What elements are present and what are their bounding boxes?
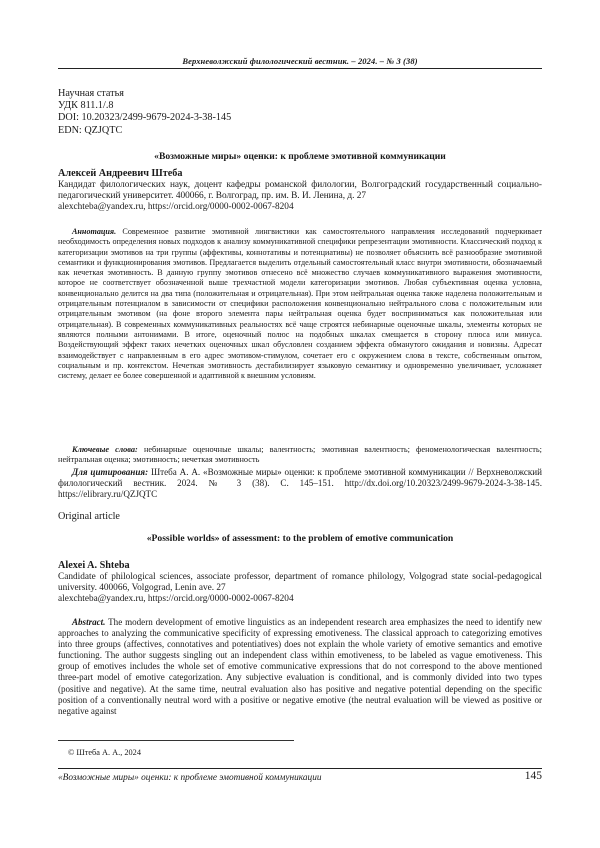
citation-text-ru[interactable]: Штеба А. А. «Возможные миры» оценки: к проблеме эмотивной коммуникации // Верхневолжский филологический вестник. 2024. № 3 (38). С. 145–151. http://dx.doi.org/10.20323/2499-9679-2024-3-38-145. https://elibrary.ru/QZJQTC [58, 467, 543, 500]
citation-ru [58, 467, 542, 501]
page-number: 145 [524, 770, 542, 782]
abstract-ru [58, 227, 542, 381]
udc-code: УДК 811.1/.8 [58, 100, 114, 112]
article-type-en: Original article [58, 511, 120, 522]
keywords-label-ru: Ключевые слова: [72, 445, 138, 454]
author-block-ru [58, 168, 542, 213]
keywords-text-ru: небинарные оценочные шкалы; валентность; эмотивная валентность; феноменологическая валентность; нейтральная оценка; эмотивность; нечеткая эмотивность [58, 445, 542, 465]
article-meta [58, 88, 231, 137]
abstract-en [58, 617, 542, 717]
author-name-ru: Алексей Андреевич Штеба [58, 168, 183, 179]
article-title-en: «Possible worlds» of assessment: to the problem of emotive communication [146, 533, 454, 544]
edn-line: EDN: QZJQTC [58, 124, 123, 136]
abstract-label-en: Abstract. [72, 617, 106, 627]
author-name-en: Alexei A. Shteba [58, 560, 130, 571]
abstract-label-ru: Аннотация. [72, 227, 117, 236]
running-head: Верхневолжский филологический вестник. – 2024. – № 3 (38) [58, 56, 542, 69]
author-affiliation-ru: Кандидат филологических наук, доцент кафедры романской филологии, Волгоградский государственный социально-педагогический университет. 400066, г. Волгоград, пр. им. В. И. Ленина, д. 27 [58, 180, 542, 201]
footnote-divider [58, 740, 294, 741]
author-affiliation-en: Candidate of philological sciences, associate professor, department of romance philology, Volgograd state social-pedagogical university. 400066, Volgograd, Lenin ave. 27 [58, 572, 542, 593]
citation-label-ru: Для цитирования: [72, 467, 149, 477]
footer-title: «Возможные миры» оценки: к проблеме эмотивной коммуникации [58, 773, 322, 783]
copyright-footnote: © Штеба А. А., 2024 [68, 748, 141, 757]
footer-divider [58, 768, 542, 769]
keywords-ru [58, 445, 542, 466]
author-block-en [58, 560, 542, 605]
article-type: Научная статья [58, 88, 124, 99]
author-contacts-ru[interactable]: alexchteba@yandex.ru, https://orcid.org/0000-0002-0067-8204 [58, 202, 294, 212]
abstract-text-en: The modern development of emotive linguistics as an independent research area emphasizes the need to identify new approaches to analyzing the communicative specificity of expressing emotiveness. The classical approach to categorizing emotives into three groups (affectives, connotatives and potentiatives) does not explain the whole variety of emotive semantics and emotive functioning. The author suggests singling out an independent class within emotiveness, to be labeled as vague emotiveness. This group of emotives includes the whole set of emotive communicative expressions that do not correspond to the above mentioned three-part model of emotive categorization. Any subjective evaluation is conditional, and is commonly divided into two types (positive and negative). At the same time, neutral evaluation also has positive and negative potential depending on the specific position of a conventionally neutral word with a positive or negative emotive (the neutral evaluation will be viewed as positive or negative against [58, 617, 542, 716]
article-title-ru: «Возможные миры» оценки: к проблеме эмотивной коммуникации [154, 151, 446, 162]
abstract-text-ru: Современное развитие эмотивной лингвистики как самостоятельного направления исследований подчеркивает необходимость определения новых подходов к анализу коммуникативной специфики репрезентации эмотивности. Классический подход к категоризации эмотивов на три группы (аффективы, коннотативы и потенциативы) не позволяет объяснить всё разнообразие эмотивной семантики и функционирования эмотивов. Предлагается выделить отдельный самостоятельный класс внутри эмотивности, обозначаемый как нечеткая эмотивность. В данную группу эмотивов отнесено всё множество случаев коммуникативного выражения эмотивности, которое не соответствует обозначенной выше трехчастной модели категоризации эмотивов. Любая субъективная оценка условна, конвенционально делится на два типа (положительная и отрицательная). При этом нейтральная оценка также наделена положительным и отрицательным потенциалом в зависимости от специфики расположения конвенционально нейтрального слова с положительным или отрицательным эмотивом (на фоне второго элемента пары нейтральная оценка будет восприниматься как положительная или отрицательная). В современных коммуникативных реальностях всё чаще строятся небинарные оценочные шкалы, элементы которых не являются полными антонимами. В итоге, оценочный полюс на подобных шкалах смещается в сторону плюса или минуса. Воздействующий эффект таких нечетких оценочных шкал обусловлен созданием эффекта обманутого ожидания и новизны. Адресат взаимодействует с направленным в его адрес эмотивом-стимулом, сочетает его с окружением слова в тексте, собственным опытом, социальным и пр. контекстом. Нечеткая эмотивность дестабилизирует языковую семантику и одновременно увеличивает, усложняет систему, делает ее более совершенной и адаптивной к внешним условиям. [58, 227, 543, 381]
doi-line[interactable]: DOI: 10.20323/2499-9679-2024-3-38-145 [58, 112, 232, 124]
author-contacts-en[interactable]: alexchteba@yandex.ru, https://orcid.org/0000-0002-0067-8204 [58, 594, 294, 604]
